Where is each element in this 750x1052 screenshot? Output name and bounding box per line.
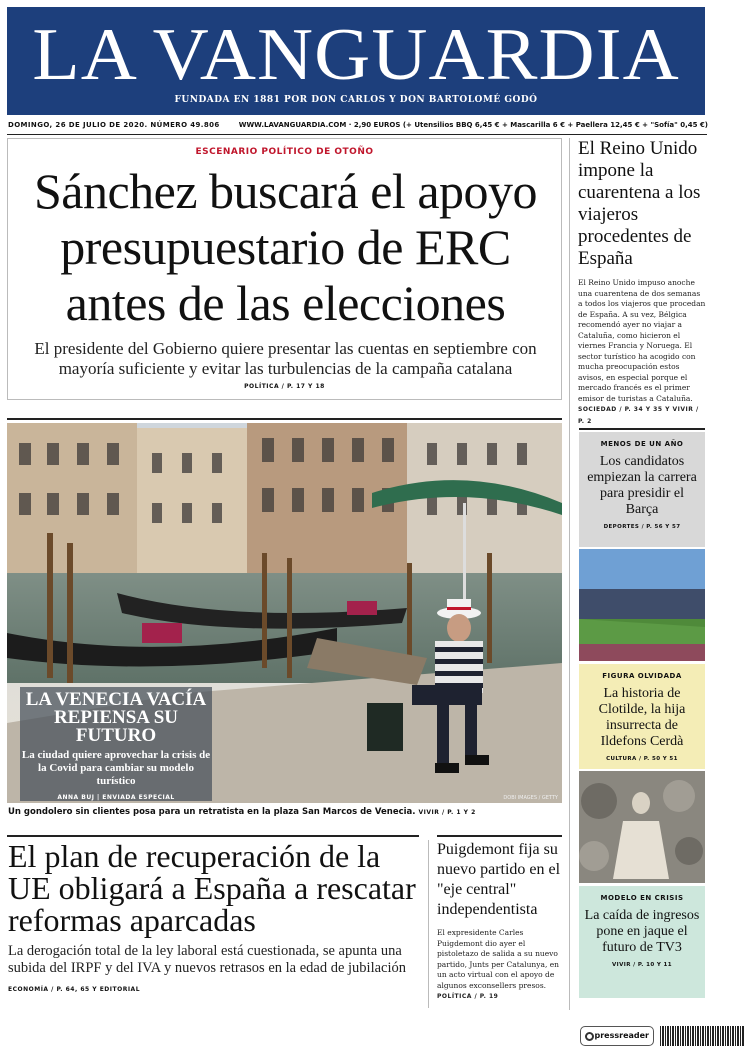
bottom-section[interactable]: ECONOMÍA / P. 64, 65 Y EDITORIAL — [8, 986, 141, 993]
stadium-image — [579, 549, 705, 661]
overlay-title[interactable]: LA VENECIA VACÍA REPIENSA SU FUTURO — [25, 689, 207, 746]
panel-kicker: MENOS DE UN AÑO — [600, 440, 684, 448]
main-kicker: ESCENARIO POLÍTICO DE OTOÑO — [195, 147, 374, 157]
dateline — [8, 121, 708, 133]
side-body-text: El expresidente Carles Puigdemont dio ayer el pistoletazo de salida a su nuevo partido, Junts per Catalunya, en un acto virtual con el apoyo de algunos exconsellers presos. — [437, 928, 559, 990]
caption-section[interactable]: VIVIR / P. 1 Y 2 — [418, 809, 476, 816]
overlay-deck: La ciudad quiere aprovechar la crisis de la Covid para cambiar su modelo turístico — [21, 749, 211, 787]
photo-overlay[interactable] — [20, 687, 212, 801]
barcode — [660, 1026, 744, 1046]
main-section[interactable]: POLÍTICA / P. 17 Y 18 — [244, 383, 325, 390]
divider — [437, 835, 562, 837]
panel-headline[interactable]: La historia de Clotilde, la hija insurrecta de Ildefons Cerdà — [598, 686, 686, 749]
overlay-author: ANNA BUJ | ENVIADA ESPECIAL — [57, 794, 175, 801]
side-body — [437, 928, 562, 1003]
photo-caption — [8, 807, 563, 817]
panel-section[interactable]: CULTURA / P. 50 Y 51 — [606, 756, 678, 762]
venice-photo[interactable] — [7, 423, 562, 803]
stadium-photo[interactable] — [579, 549, 705, 661]
side-story[interactable] — [437, 840, 562, 1003]
panel-headline[interactable]: La caída de ingresos pone en jaque el futuro de TV3 — [584, 908, 700, 955]
panel-kicker: FIGURA OLVIDADA — [602, 672, 682, 680]
bottom-deck: La derogación total de la ley laboral está cuestionada, se apunta una subida del IRPF y del IVA y nuevos retrasos en la edad de jubilación — [8, 943, 407, 976]
bottom-headline[interactable]: El plan de recuperación de la UE obligará a España a rescatar reformas aparcadas — [8, 838, 416, 938]
right-top-story[interactable] — [578, 138, 706, 425]
footer — [580, 1026, 744, 1046]
pressreader-badge[interactable] — [580, 1026, 654, 1046]
panel-kicker: MODELO EN CRISIS — [600, 894, 684, 902]
panel-barca[interactable] — [579, 432, 705, 547]
pressreader-label: pressreader — [594, 1031, 649, 1040]
divider — [7, 835, 419, 837]
main-deck: El presidente del Gobierno quiere presentar las cuentas en septiembre con mayoría suficiente y evitar las turbulencias de la campaña catalana — [34, 339, 537, 378]
column-divider — [569, 138, 570, 1010]
panel-headline[interactable]: Los candidatos empiezan la carrera para presidir el Barça — [587, 454, 697, 517]
main-story[interactable] — [7, 138, 562, 400]
side-headline[interactable]: Puigdemont fija su nuevo partido en el "eje central" independentista — [437, 841, 561, 918]
panel-section[interactable]: VIVIR / P. 10 Y 11 — [611, 962, 673, 968]
right-top-section[interactable]: SOCIEDAD / P. 34 Y 35 Y VIVIR / P. 2 — [578, 406, 699, 425]
pressreader-icon — [585, 1032, 594, 1041]
dateline-price: WWW.LAVANGUARDIA.COM · 2,90 EUROS (+ Utensilios BBQ 6,45 € + Mascarilla 6 € + Paellera 12,45 € + "Sofía" 0,45 €) — [238, 121, 708, 129]
dateline-date: DOMINGO, 26 DE JULIO DE 2020. NÚMERO 49.806 — [8, 121, 220, 129]
right-top-body-text: El Reino Unido impuso anoche una cuarentena de dos semanas a todos los viajeros que procedan de España. A su vez, Bélgica recomendó ayer no viajar a Cataluña, como hicieron el viernes Francia y Noruega. El sector turístico ha acogido con mucha preocupación estos avisos, en especial porque el mercado francés es el primer emisor de turistas a Cataluña. — [578, 278, 706, 403]
divider — [7, 418, 562, 420]
clotilde-portrait-image — [579, 771, 705, 883]
column-divider — [428, 840, 429, 1008]
divider — [7, 134, 707, 135]
panel-section[interactable]: DEPORTES / P. 56 Y 57 — [603, 524, 681, 530]
caption-text: Un gondolero sin clientes posa para un retratista en la plaza San Marcos de Venecia. — [8, 807, 416, 817]
divider — [579, 428, 705, 430]
masthead — [7, 7, 705, 115]
right-top-body — [578, 278, 706, 427]
right-top-headline[interactable]: El Reino Unido impone la cuarentena a los viajeros procedentes de España — [578, 138, 701, 269]
side-section[interactable]: POLÍTICA / P. 19 — [437, 993, 499, 1000]
photo-credit: DOBI IMAGES / GETTY — [503, 795, 558, 801]
panel-clotilde[interactable] — [579, 664, 705, 769]
clotilde-photo[interactable] — [579, 771, 705, 883]
panel-tv3[interactable] — [579, 886, 705, 998]
masthead-subtitle: FUNDADA EN 1881 POR DON CARLOS Y DON BARTOLOMÉ GODÓ — [174, 95, 538, 105]
main-headline[interactable]: Sánchez buscará el apoyo presupuestario de ERC antes de las elecciones — [33, 163, 538, 331]
masthead-title: LA VANGUARDIA — [32, 14, 680, 96]
